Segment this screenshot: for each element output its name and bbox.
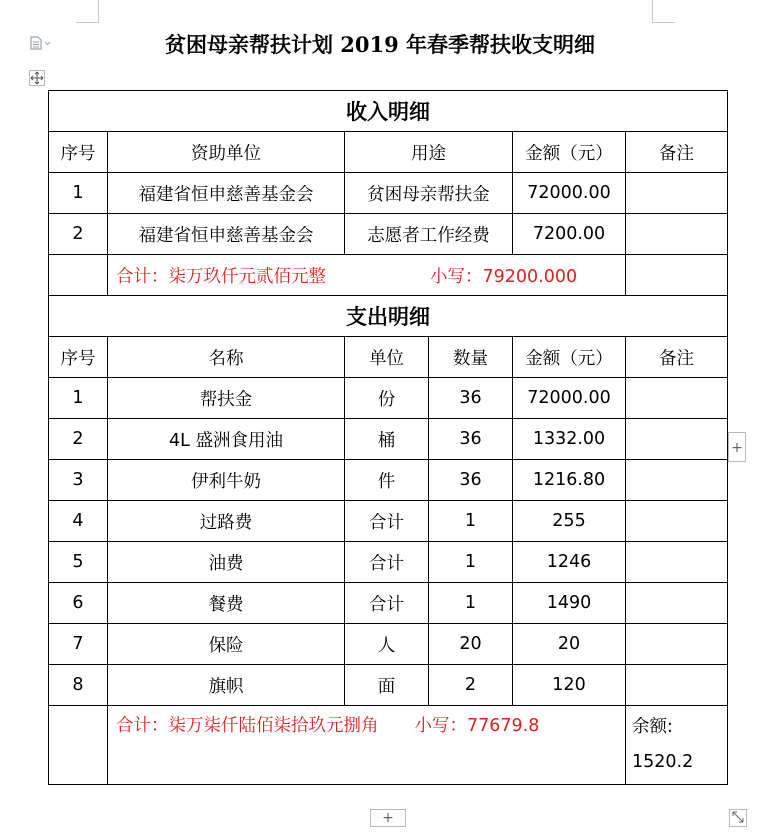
expense-cell-note xyxy=(626,624,728,665)
expense-cell-qty: 1 xyxy=(429,542,513,583)
expense-header-name: 名称 xyxy=(108,337,345,378)
table-row xyxy=(49,173,728,214)
expense-cell-unit: 合计 xyxy=(345,501,429,542)
table-row xyxy=(49,460,728,501)
income-total-row xyxy=(49,255,728,296)
income-cell-amount: 72000.00 xyxy=(513,173,626,214)
expense-cell-name: 保险 xyxy=(108,624,345,665)
expense-cell-note xyxy=(626,460,728,501)
table-row xyxy=(49,214,728,255)
income-header-row xyxy=(49,132,728,173)
expense-cell-no: 2 xyxy=(49,419,108,460)
expense-total-empty xyxy=(49,706,108,785)
expense-balance-cell xyxy=(626,706,728,785)
expense-cell-no: 4 xyxy=(49,501,108,542)
expense-cell-note xyxy=(626,419,728,460)
expense-header-no: 序号 xyxy=(49,337,108,378)
expense-heading: 支出明细 xyxy=(49,296,728,337)
expense-cell-qty: 36 xyxy=(429,419,513,460)
expense-cell-unit: 合计 xyxy=(345,583,429,624)
expense-cell-name: 伊利牛奶 xyxy=(108,460,345,501)
income-cell-use: 志愿者工作经费 xyxy=(345,214,513,255)
income-cell-use: 贫困母亲帮扶金 xyxy=(345,173,513,214)
table-row xyxy=(49,542,728,583)
table-row xyxy=(49,419,728,460)
expense-cell-amount: 1216.80 xyxy=(513,460,626,501)
expense-header-note: 备注 xyxy=(626,337,728,378)
expense-cell-note xyxy=(626,583,728,624)
expense-header-unit: 单位 xyxy=(345,337,429,378)
income-cell-unit: 福建省恒申慈善基金会 xyxy=(108,173,345,214)
table-row xyxy=(49,501,728,542)
income-cell-no: 2 xyxy=(49,214,108,255)
table-row xyxy=(49,583,728,624)
expense-cell-unit: 人 xyxy=(345,624,429,665)
table-row xyxy=(49,624,728,665)
income-heading: 收入明细 xyxy=(49,91,728,132)
add-column-plus-icon[interactable]: + xyxy=(728,432,746,462)
expense-header-qty: 数量 xyxy=(429,337,513,378)
page-corner-mark-right xyxy=(652,0,675,23)
income-total-text: 合计：柒万玖仟元贰佰元整 xyxy=(116,266,326,287)
expense-cell-name: 帮扶金 xyxy=(108,378,345,419)
expense-cell-amount: 1246 xyxy=(513,542,626,583)
expense-cell-name: 4L 盛洲食用油 xyxy=(108,419,345,460)
income-header-amount: 金额（元） xyxy=(513,132,626,173)
expense-cell-amount: 1490 xyxy=(513,583,626,624)
expense-cell-qty: 1 xyxy=(429,501,513,542)
expense-cell-note xyxy=(626,665,728,706)
expense-cell-qty: 2 xyxy=(429,665,513,706)
table-row xyxy=(49,378,728,419)
expense-cell-name: 油费 xyxy=(108,542,345,583)
expense-cell-amount: 20 xyxy=(513,624,626,665)
expense-cell-amount: 72000.00 xyxy=(513,378,626,419)
expense-cell-name: 餐费 xyxy=(108,583,345,624)
expense-total-row xyxy=(49,706,728,785)
expense-cell-amount: 120 xyxy=(513,665,626,706)
expense-cell-unit: 合计 xyxy=(345,542,429,583)
add-row-plus-icon[interactable]: + xyxy=(370,809,406,827)
income-cell-unit: 福建省恒申慈善基金会 xyxy=(108,214,345,255)
expense-cell-name: 过路费 xyxy=(108,501,345,542)
expense-total-text: 合计：柒万柒仟陆佰柒拾玖元捌角 xyxy=(116,716,379,736)
expense-total-small: 小写：77679.8 xyxy=(414,716,540,736)
expense-total-cell xyxy=(108,706,626,785)
document-title: 贫困母亲帮扶计划 2019 年春季帮扶收支明细 xyxy=(164,32,596,57)
expense-section-row xyxy=(49,296,728,337)
income-cell-note xyxy=(626,173,728,214)
table-move-handle-icon[interactable] xyxy=(29,70,45,86)
income-cell-amount: 7200.00 xyxy=(513,214,626,255)
expense-cell-name: 旗帜 xyxy=(108,665,345,706)
income-header-use: 用途 xyxy=(345,132,513,173)
income-header-no: 序号 xyxy=(49,132,108,173)
expense-cell-amount: 1332.00 xyxy=(513,419,626,460)
income-total-empty xyxy=(49,255,108,296)
income-cell-no: 1 xyxy=(49,173,108,214)
expense-cell-qty: 36 xyxy=(429,378,513,419)
expense-cell-note xyxy=(626,501,728,542)
income-total-note xyxy=(626,255,728,296)
expense-header-amount: 金额（元） xyxy=(513,337,626,378)
income-header-unit: 资助单位 xyxy=(108,132,345,173)
expense-cell-no: 7 xyxy=(49,624,108,665)
expense-cell-note xyxy=(626,542,728,583)
expense-cell-note xyxy=(626,378,728,419)
expense-cell-no: 5 xyxy=(49,542,108,583)
income-total-small: 小写：79200.000 xyxy=(430,266,578,287)
expense-cell-no: 8 xyxy=(49,665,108,706)
balance-value: 1520.2 xyxy=(632,752,694,772)
expense-header-row xyxy=(49,337,728,378)
expense-cell-unit: 桶 xyxy=(345,419,429,460)
expense-cell-unit: 件 xyxy=(345,460,429,501)
table-resize-icon[interactable] xyxy=(729,809,747,827)
page-corner-mark-left xyxy=(76,0,99,23)
balance-label: 余额: xyxy=(632,717,673,737)
expense-cell-qty: 36 xyxy=(429,460,513,501)
expense-cell-no: 3 xyxy=(49,460,108,501)
expense-cell-unit: 面 xyxy=(345,665,429,706)
expense-cell-qty: 20 xyxy=(429,624,513,665)
expense-cell-no: 6 xyxy=(49,583,108,624)
expense-cell-qty: 1 xyxy=(429,583,513,624)
table-row xyxy=(49,665,728,706)
finance-table xyxy=(48,90,728,785)
expense-cell-unit: 份 xyxy=(345,378,429,419)
income-cell-note xyxy=(626,214,728,255)
income-section-row xyxy=(49,91,728,132)
income-header-note: 备注 xyxy=(626,132,728,173)
expense-cell-no: 1 xyxy=(49,378,108,419)
income-total-cell xyxy=(108,255,626,296)
expense-cell-amount: 255 xyxy=(513,501,626,542)
